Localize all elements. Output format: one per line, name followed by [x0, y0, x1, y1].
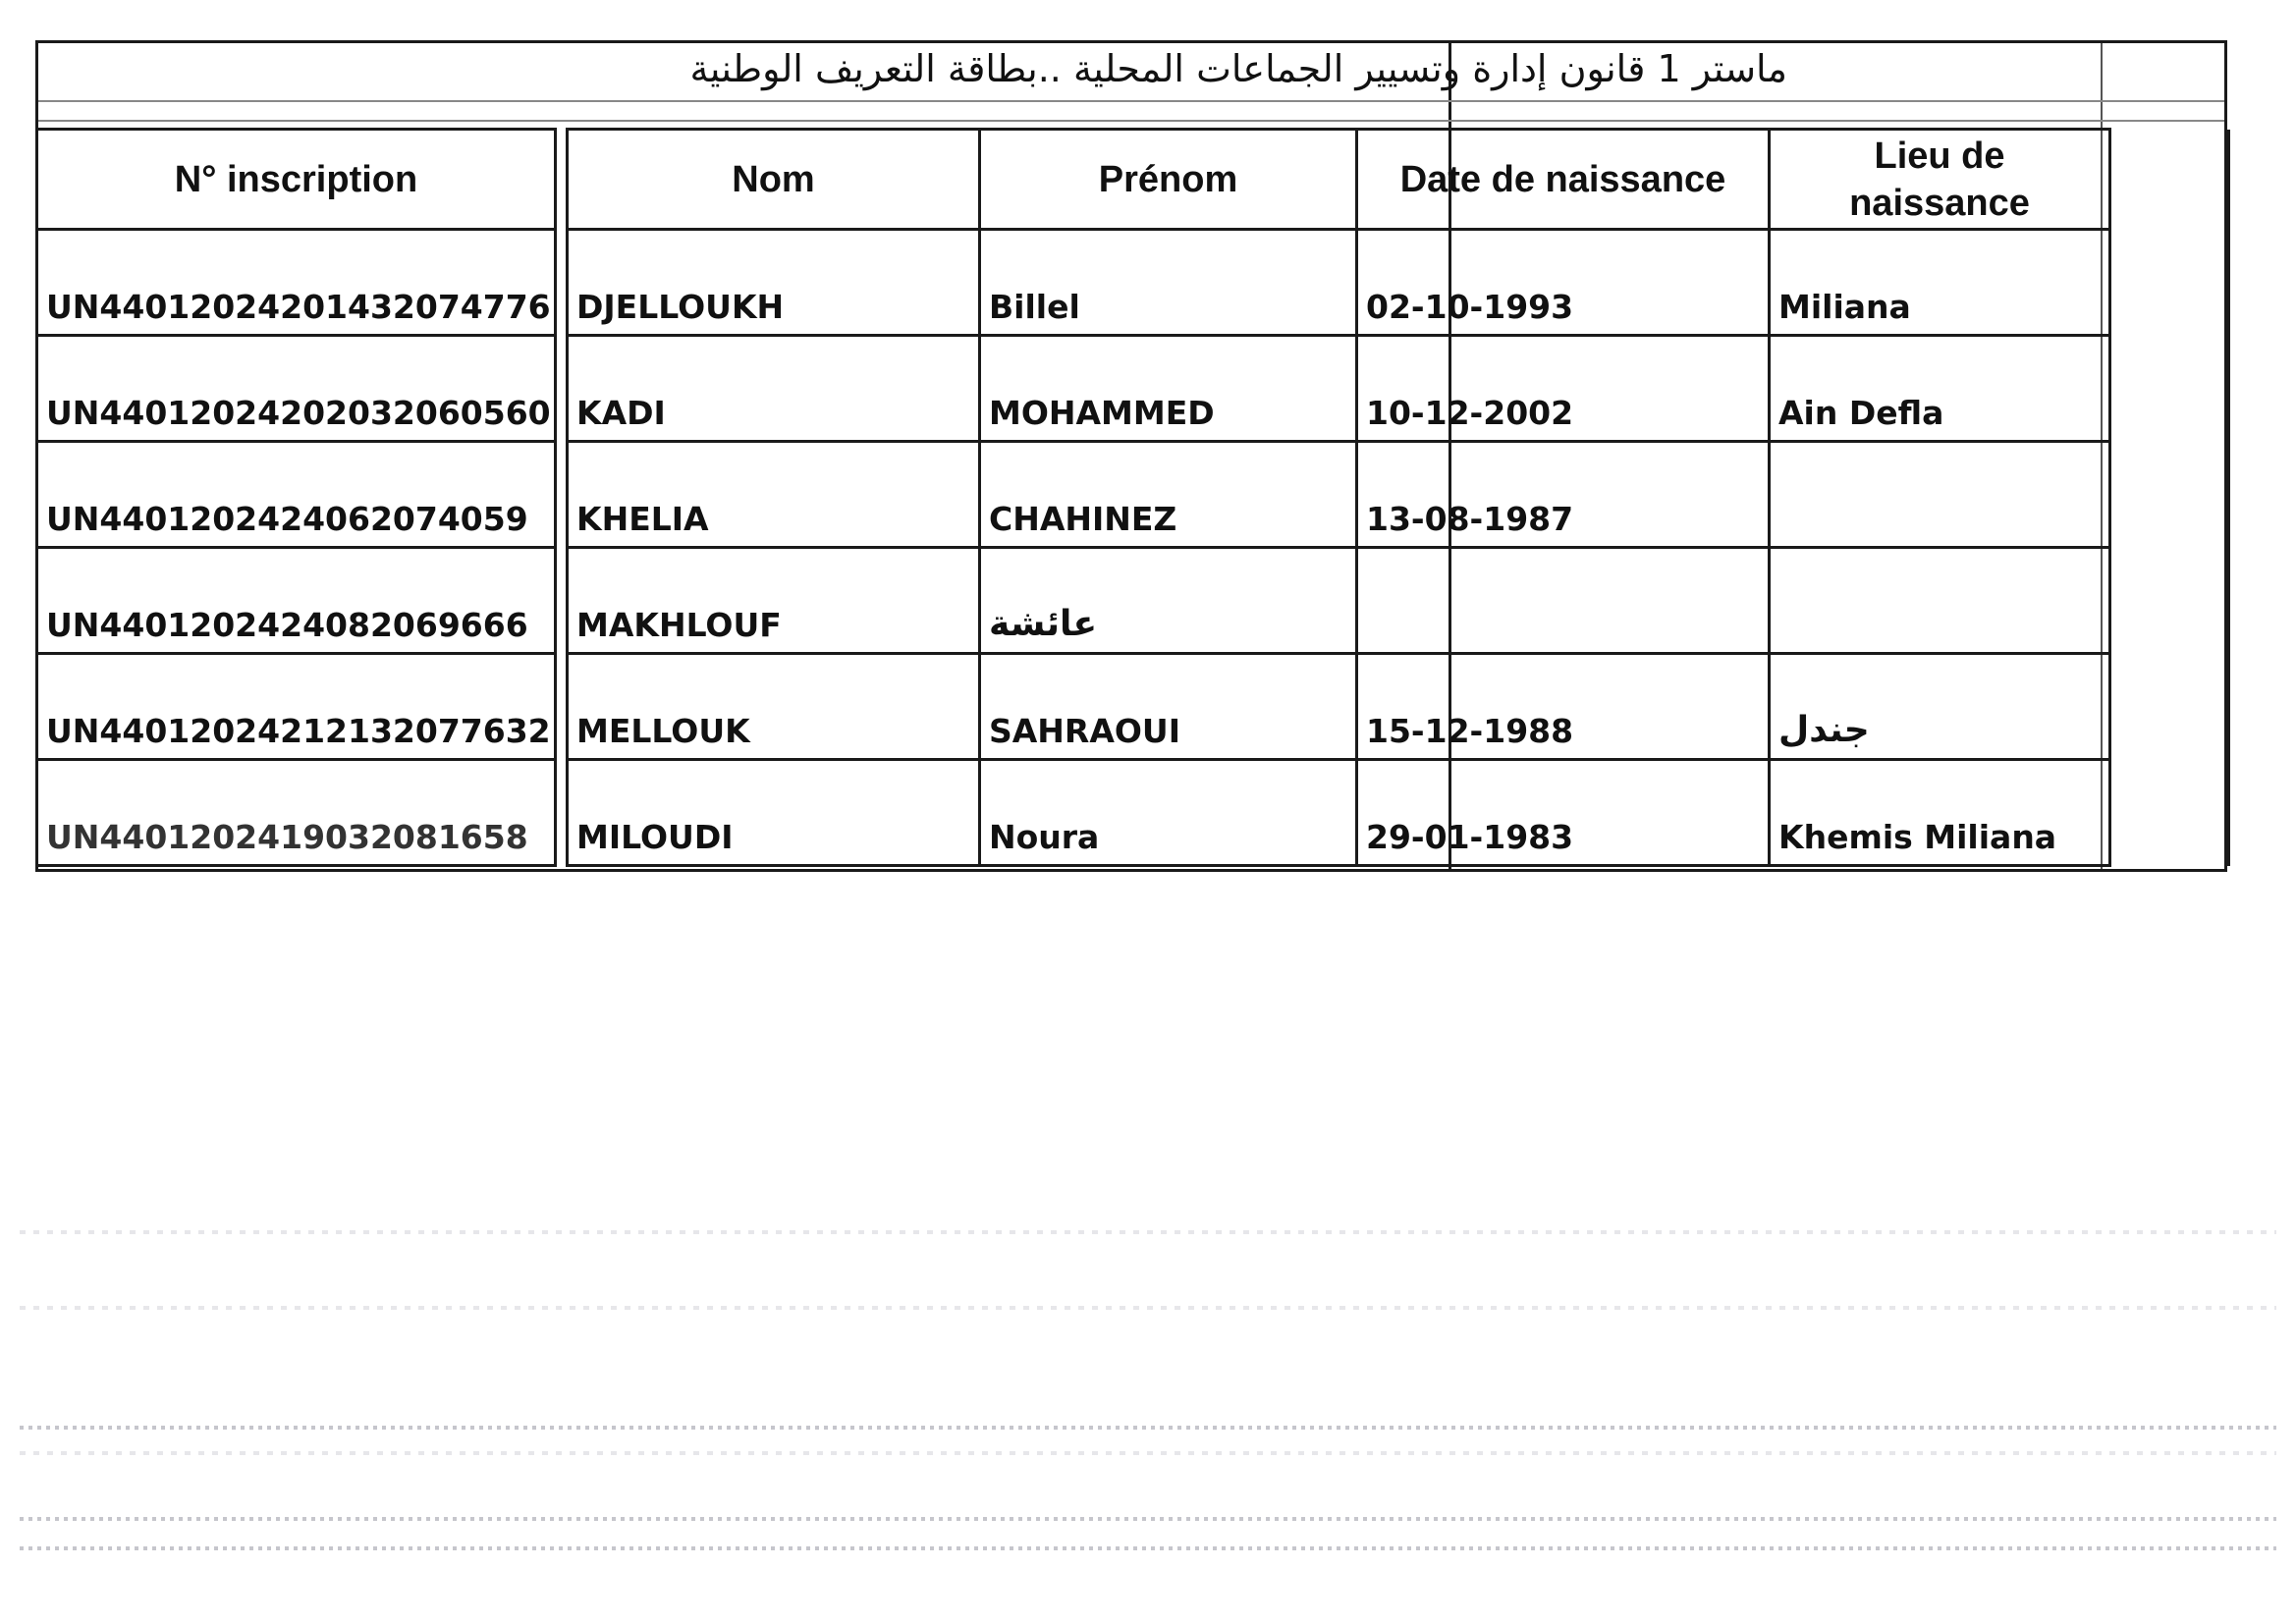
- table-row: [37, 442, 2229, 548]
- table-row: [37, 548, 2229, 654]
- frame-rule: [38, 120, 2224, 122]
- page-title: ماستر 1 قانون إدارة وتسيير الجماعات المحلية ..بطاقة التعريف الوطنية: [689, 47, 1787, 90]
- cell-extra: [2110, 230, 2229, 336]
- cell-prenom: عائشة: [980, 548, 1357, 654]
- cell-prenom: SAHRAOUI: [980, 654, 1357, 760]
- cell-extra: [2110, 548, 2229, 654]
- table-row: [37, 336, 2229, 442]
- cell-gap: [556, 548, 568, 654]
- cell-extra: [2110, 760, 2229, 866]
- cell-date: 29-01-1983: [1357, 760, 1770, 866]
- cell-nom: MELLOUK: [568, 654, 980, 760]
- header-nom: Nom: [568, 130, 980, 230]
- table-row: [37, 760, 2229, 866]
- cell-lieu: Ain Defla: [1770, 336, 2110, 442]
- cell-extra: [2110, 336, 2229, 442]
- cell-gap: [556, 336, 568, 442]
- header-inscription: N° inscription: [37, 130, 556, 230]
- header-extra: [2110, 130, 2229, 230]
- cell-gap: [556, 442, 568, 548]
- cell-prenom: CHAHINEZ: [980, 442, 1357, 548]
- cell-lieu: Khemis Miliana: [1770, 760, 2110, 866]
- cell-prenom: Noura: [980, 760, 1357, 866]
- header-lieu: Lieu de naissance: [1770, 130, 2110, 230]
- cell-lieu: [1770, 442, 2110, 548]
- table-row: [37, 654, 2229, 760]
- cell-date: 15-12-1988: [1357, 654, 1770, 760]
- header-date: Date de naissance: [1357, 130, 1770, 230]
- scan-artifact: [20, 1426, 2276, 1430]
- cell-date: [1357, 548, 1770, 654]
- frame-rule: [38, 100, 2224, 102]
- cell-date: 10-12-2002: [1357, 336, 1770, 442]
- table-row: [37, 230, 2229, 336]
- cell-date: 13-08-1987: [1357, 442, 1770, 548]
- cell-prenom: Billel: [980, 230, 1357, 336]
- cell-nom: DJELLOUKH: [568, 230, 980, 336]
- cell-date: 02-10-1993: [1357, 230, 1770, 336]
- scan-artifact: [20, 1306, 2276, 1310]
- cell-inscription: UN4401202424082069666: [37, 548, 556, 654]
- cell-gap: [556, 230, 568, 336]
- cell-inscription: UN44012024202032060560: [37, 336, 556, 442]
- cell-inscription: UN4401202424062074059: [37, 442, 556, 548]
- scan-artifact: [20, 1546, 2276, 1550]
- scan-artifact: [20, 1451, 2276, 1455]
- cell-nom: KHELIA: [568, 442, 980, 548]
- cell-gap: [556, 760, 568, 866]
- cell-inscription: UN4401202419032081658: [37, 760, 556, 866]
- table-header-row: [37, 130, 2229, 230]
- cell-inscription: UN44012024201432074776: [37, 230, 556, 336]
- cell-nom: KADI: [568, 336, 980, 442]
- cell-nom: MAKHLOUF: [568, 548, 980, 654]
- cell-extra: [2110, 442, 2229, 548]
- scan-artifact: [20, 1230, 2276, 1234]
- cell-gap: [556, 654, 568, 760]
- students-table: [35, 128, 2230, 867]
- header-prenom: Prénom: [980, 130, 1357, 230]
- header-gap: [556, 130, 568, 230]
- scan-artifact: [20, 1517, 2276, 1521]
- cell-nom: MILOUDI: [568, 760, 980, 866]
- cell-lieu: [1770, 548, 2110, 654]
- cell-extra: [2110, 654, 2229, 760]
- cell-lieu: Miliana: [1770, 230, 2110, 336]
- cell-inscription: UN44012024212132077632: [37, 654, 556, 760]
- cell-lieu: جندل: [1770, 654, 2110, 760]
- cell-prenom: MOHAMMED: [980, 336, 1357, 442]
